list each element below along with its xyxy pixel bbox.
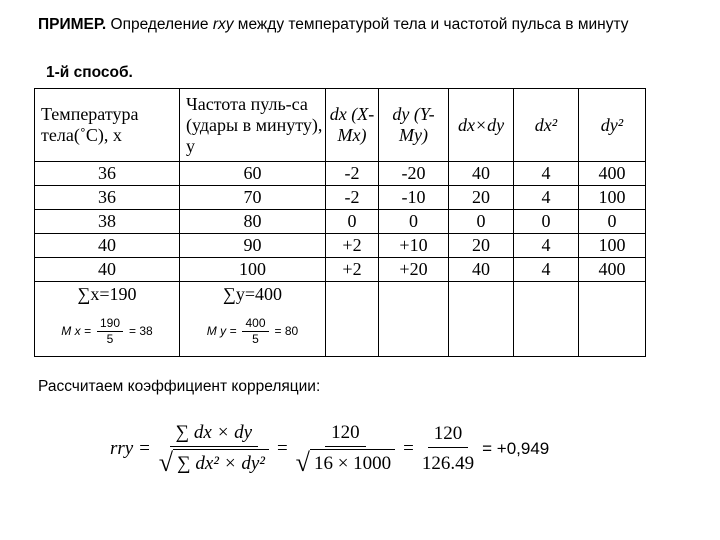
correlation-formula (110, 420, 549, 478)
cell-dx: +2 (326, 258, 379, 282)
cell-dy: 0 (379, 210, 449, 234)
mean-y-numerator: 400 (242, 316, 268, 332)
cell-dxdy: 0 (449, 210, 514, 234)
example-heading (38, 14, 698, 36)
sum-x: ∑x=190 (35, 282, 180, 307)
formula-radicand-1: ∑ dx² × dy² (173, 449, 269, 478)
formula-fraction-3 (422, 421, 474, 478)
mean-x-cell (35, 306, 180, 357)
cell-dy2: 0 (579, 210, 646, 234)
mean-y-cell (180, 306, 326, 357)
mean-x (61, 316, 152, 347)
header-dx-squared: dx² (514, 89, 579, 162)
formula-denominator-2 (296, 447, 396, 478)
cell-x: 40 (35, 258, 180, 282)
cell-dxdy: 20 (449, 234, 514, 258)
empty-cell (449, 282, 514, 357)
cell-x: 36 (35, 162, 180, 186)
cell-dy2: 400 (579, 258, 646, 282)
heading-variable: rxy (212, 16, 234, 33)
cell-dy2: 100 (579, 186, 646, 210)
formula-equals-2: = (403, 438, 414, 459)
table-row (35, 162, 646, 186)
formula-lhs: rry = (110, 438, 151, 459)
correlation-table (34, 88, 646, 357)
cell-dx: -2 (326, 162, 379, 186)
cell-dy: -10 (379, 186, 449, 210)
cell-dx2: 4 (514, 162, 579, 186)
header-dxdy: dx×dy (449, 89, 514, 162)
table-row (35, 258, 646, 282)
mean-x-label: M x = (61, 324, 91, 338)
empty-cell (579, 282, 646, 357)
cell-dy: +20 (379, 258, 449, 282)
empty-cell (514, 282, 579, 357)
mean-x-denominator: 5 (106, 331, 114, 346)
mean-x-fraction (97, 316, 123, 347)
cell-dy: +10 (379, 234, 449, 258)
cell-dx2: 4 (514, 234, 579, 258)
cell-dxdy: 40 (449, 162, 514, 186)
mean-x-result: = 38 (129, 324, 153, 338)
cell-dx2: 4 (514, 186, 579, 210)
cell-dxdy: 20 (449, 186, 514, 210)
cell-x: 36 (35, 186, 180, 210)
header-dy: dy (Y-My) (379, 89, 449, 162)
formula-fraction-1 (159, 420, 269, 478)
sum-row (35, 282, 646, 307)
cell-y: 70 (180, 186, 326, 210)
cell-dy2: 400 (579, 162, 646, 186)
cell-dx: 0 (326, 210, 379, 234)
header-pulse: Частота пуль-са (удары в минуту), y (180, 89, 326, 162)
formula-fraction-2 (296, 420, 396, 478)
cell-dx: +2 (326, 234, 379, 258)
formula-radicand-2: 16 × 1000 (310, 449, 395, 478)
mean-y-label: M y = (206, 324, 237, 338)
caption: Рассчитаем коэффициент корреляции: (38, 378, 321, 395)
sqrt-icon: √ (295, 448, 310, 477)
cell-x: 40 (35, 234, 180, 258)
table-row (35, 234, 646, 258)
formula-denominator-1 (159, 447, 269, 478)
cell-dxdy: 40 (449, 258, 514, 282)
method-label: 1-й способ. (46, 64, 133, 81)
sqrt-icon: √ (158, 448, 174, 477)
cell-dy: -20 (379, 162, 449, 186)
empty-cell (379, 282, 449, 357)
sum-y: ∑y=400 (180, 282, 326, 307)
heading-text-post: между температурой тела и частотой пульса в минуту (233, 16, 629, 33)
formula-denominator-3: 126.49 (421, 452, 475, 474)
cell-dy2: 100 (579, 234, 646, 258)
heading-label: ПРИМЕР. (38, 16, 107, 33)
formula-result: = +0,949 (482, 439, 550, 458)
header-dx: dx (X-Mx) (326, 89, 379, 162)
formula-numerator-1: ∑ dx × dy (170, 420, 258, 447)
mean-x-numerator: 190 (97, 316, 123, 332)
mean-y (207, 316, 298, 347)
header-temperature: Температура тела(˚С), x (35, 89, 180, 162)
empty-cell (326, 282, 379, 357)
cell-y: 80 (180, 210, 326, 234)
header-dy-squared: dy² (579, 89, 646, 162)
cell-dx2: 0 (514, 210, 579, 234)
heading-text-pre: Определение (106, 16, 213, 33)
cell-x: 38 (35, 210, 180, 234)
table-row (35, 186, 646, 210)
cell-dx: -2 (326, 186, 379, 210)
formula-numerator-2: 120 (325, 420, 366, 447)
mean-y-fraction (242, 316, 268, 347)
formula-numerator-3: 120 (428, 421, 469, 448)
cell-y: 100 (180, 258, 326, 282)
cell-y: 90 (180, 234, 326, 258)
table-header-row (35, 89, 646, 162)
formula-equals-1: = (276, 438, 288, 459)
cell-dx2: 4 (514, 258, 579, 282)
table-row (35, 210, 646, 234)
mean-y-result: = 80 (274, 324, 299, 338)
cell-y: 60 (180, 162, 326, 186)
mean-y-denominator: 5 (252, 331, 259, 346)
